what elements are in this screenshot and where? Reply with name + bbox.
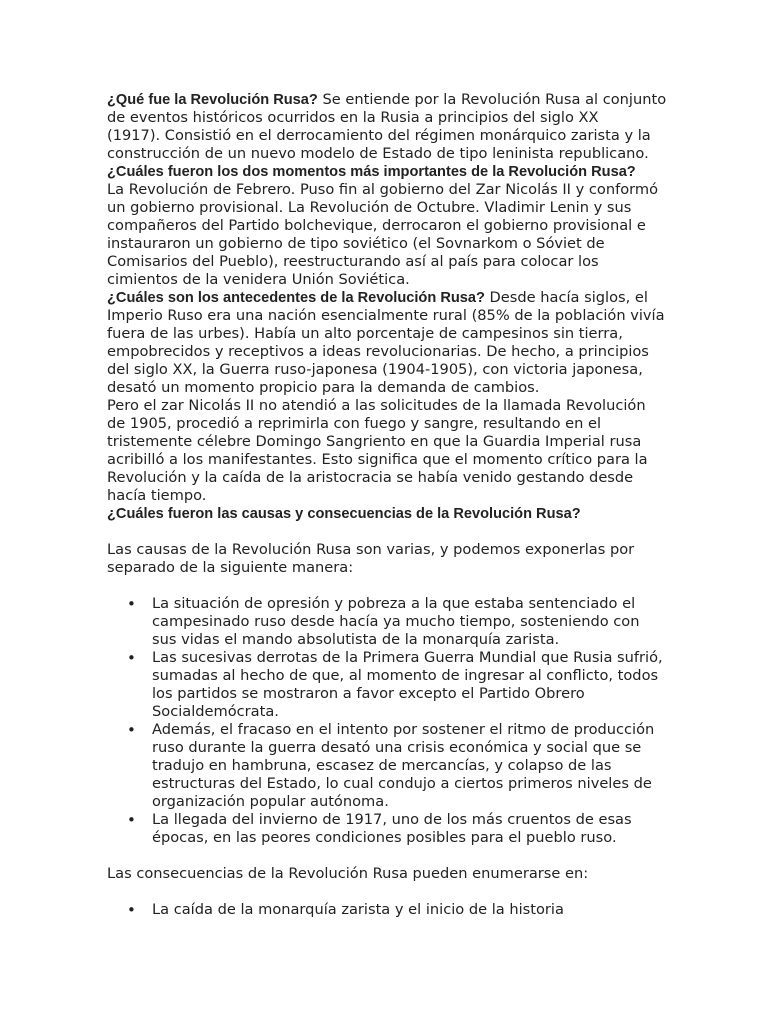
list-item: • La caída de la monarquía zarista y el inicio de la historia: [107, 901, 667, 919]
causes-list: [107, 595, 667, 847]
document-page: [107, 91, 667, 919]
answer-text: Desde hacía siglos, el Imperio Ruso era una nación esencialmente rural (85% de la población vivía fuera de las urbes). Había un alto porcentaje de campesinos sin tierra, empobrecidos y receptivos a ideas revolucionarias. De hecho, a principios del siglo XX, la Guerra ruso-japonesa (1904-1905), con victoria japonesa, desató un momento propicio para la demanda de cambios.: [107, 289, 665, 396]
paragraph-consequences-intro: Las consecuencias de la Revolución Rusa pueden enumerarse en:: [107, 865, 589, 882]
question-two-moments: ¿Cuáles fueron los dos momentos más importantes de la Revolución Rusa?: [107, 164, 636, 180]
paragraph-two-moments: La Revolución de Febrero. Puso fin al gobierno del Zar Nicolás II y conformó un gobierno provisional. La Revolución de Octubre. Vladimir Lenin y sus compañeros del Partido bolchevique, derrocaron el gobierno provisional e instauraron un gobierno de tipo soviético (el Sovnarkom o Sóviet de Comisarios del Pueblo), reestructurando así al país para colocar los cimientos de la venidera Unión Soviética.: [107, 181, 659, 288]
question-heading: ¿Cuáles son los antecedentes de la Revolución Rusa?: [107, 290, 485, 306]
paragraph-what-was: [107, 91, 667, 127]
answer-text: Se entiende por la Revolución Rusa al conjunto de eventos históricos ocurridos en la Rusia a principios del siglo XX: [107, 91, 667, 126]
list-item: • La situación de opresión y pobreza a la que estaba sentenciado el campesinado ruso desde hacía ya mucho tiempo, sosteniendo con sus vidas el mando absolutista de la monarquía zarista.: [107, 595, 667, 649]
question-causes-consequences: ¿Cuáles fueron las causas y consecuencias de la Revolución Rusa?: [107, 506, 581, 522]
paragraph-causes-intro: Las causas de la Revolución Rusa son varias, y podemos exponerlas por separado de la siguiente manera:: [107, 541, 635, 576]
paragraph-1917: (1917). Consistió en el derrocamiento del régimen monárquico zarista y la construcción de un nuevo modelo de Estado de tipo leninista republicano.: [107, 127, 651, 162]
paragraph-nicholas: Pero el zar Nicolás II no atendió a las solicitudes de la llamada Revolución de 1905, procedió a reprimirla con fuego y sangre, resultando en el tristemente célebre Domingo Sangriento en que la Guardia Imperial rusa acribilló a los manifestantes. Esto significa que el momento crítico para la Revolución y la caída de la aristocracia se había venido gestando desde hacía tiempo.: [107, 397, 648, 504]
list-item: • Además, el fracaso en el intento por sostener el ritmo de producción ruso durante la guerra desató una crisis económica y social que se tradujo en hambruna, escasez de mercancías, y colapso de las estructuras del Estado, lo cual condujo a ciertos primeros niveles de organización popular autónoma.: [107, 721, 667, 811]
list-item: • La llegada del invierno de 1917, uno de los más cruentos de esas épocas, en las peores condiciones posibles para el pueblo ruso.: [107, 811, 667, 847]
spacer: [107, 883, 667, 901]
list-item: • Las sucesivas derrotas de la Primera Guerra Mundial que Rusia sufrió, sumadas al hecho de que, al momento de ingresar al conflicto, todos los partidos se mostraron a favor excepto el Partido Obrero Socialdemócrata.: [107, 649, 667, 721]
spacer: [107, 523, 667, 541]
spacer: [107, 577, 667, 595]
paragraph-antecedents: [107, 289, 667, 397]
question-heading: ¿Qué fue la Revolución Rusa?: [107, 92, 318, 108]
spacer: [107, 847, 667, 865]
consequences-list: [107, 901, 667, 919]
